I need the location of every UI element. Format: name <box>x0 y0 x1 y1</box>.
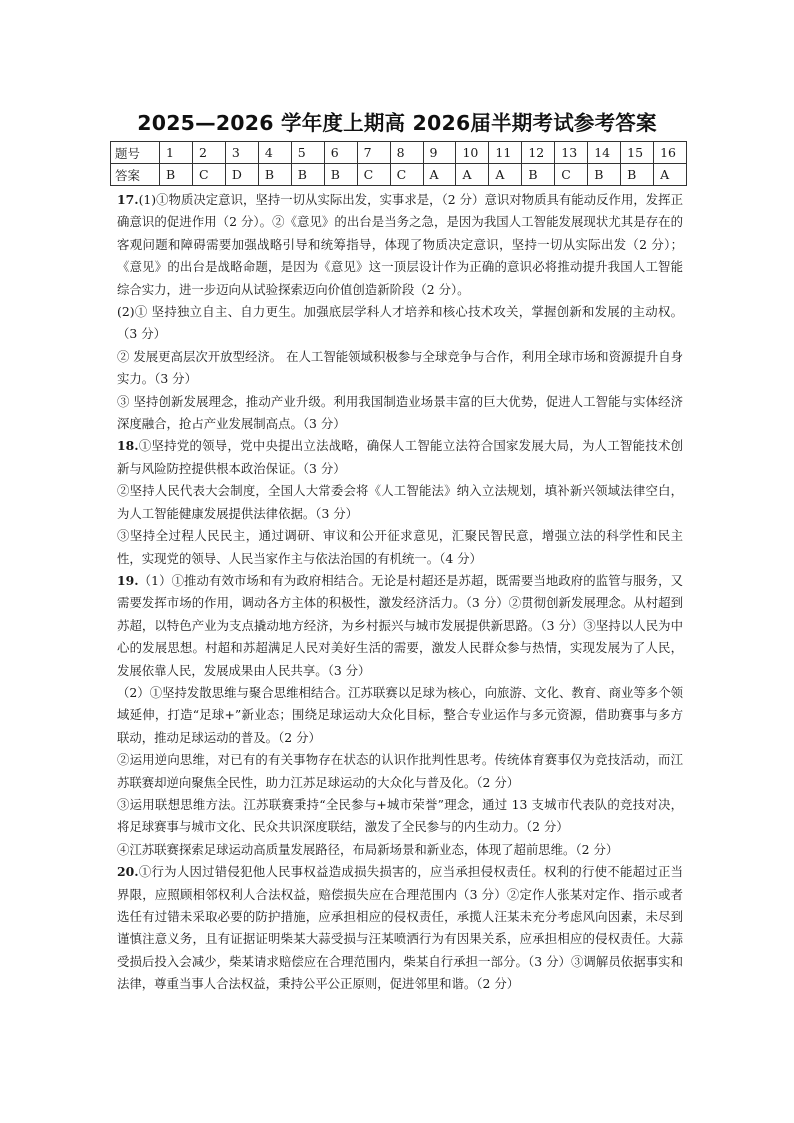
answer-paragraph-q19-2b <box>117 749 683 794</box>
table-cell: 5 <box>291 142 324 164</box>
answer-text: ③ 坚持创新发展理念，推动产业升级。利用我国制造业场景丰富的巨大优势，促进人工智能与实体经济深度融合，抢占产业发展制高点。（3 分） <box>117 393 683 432</box>
page-title: 2025—2026 学年度上期高 2026届半期考试参考答案 <box>137 111 657 135</box>
table-cell: 16 <box>654 142 687 164</box>
table-cell: B <box>258 164 291 186</box>
answer-paragraph-q20 <box>117 861 683 995</box>
answer-text: （1）①推动有效市场和有为政府相结合。无论是村超还是苏超，既需要当地政府的监管与服务，又需要发挥市场的作用，调动各方主体的积极性，激发经济活力。（3 分）②贯彻创新发展理念。从村超到苏超，以特色产业为支点撬动地方经济，为乡村振兴与城市发展提供新思路。（3 分）③坚持以人民为中心的发展思想。村超和苏超满足人民对美好生活的需要，激发人民群众参与热情，实现发展为了人民，发展依靠人民，发展成果由人民共享。（3 分） <box>117 572 683 678</box>
answer-paragraph-q19-1 <box>117 570 683 682</box>
answer-text: ②运用逆向思维，对已有的有关事物存在状态的认识作批判性思考。传统体育赛事仅为竞技活动，而江苏联赛却逆向聚焦全民性，助力江苏足球运动的大众化与普及化。（2 分） <box>117 752 683 790</box>
answer-text: (2)① 坚持独立自主、自力更生。加强底层学科人才培养和核心技术攻关，掌握创新和发展的主动权。（3 分） <box>117 304 683 342</box>
answer-paragraph-q19-2d <box>117 839 683 861</box>
answer-text: ③坚持全过程人民民主，通过调研、审议和公开征求意见，汇聚民智民意，增强立法的科学性和民主性，实现党的领导、人民当家作主与依法治国的有机统一。（4 分） <box>117 528 683 566</box>
table-cell: 12 <box>522 142 555 164</box>
answer-paragraph-q17-2c <box>117 391 683 436</box>
table-cell: 4 <box>258 142 291 164</box>
table-cell: A <box>654 164 687 186</box>
table-cell: 15 <box>621 142 654 164</box>
answer-paragraph-q17-1 <box>117 189 683 301</box>
table-cell: B <box>291 164 324 186</box>
answer-text: ③运用联想思维方法。江苏联赛秉持“全民参与+城市荣誉”理念，通过 13 支城市代表队的竞技对决，将足球赛事与城市文化、民众共识深度联结，激发了全民参与的内生动力。（2 分） <box>117 796 683 835</box>
question-number: 18. <box>117 438 139 454</box>
question-number: 17. <box>117 192 139 207</box>
answer-paragraph-q17-2a <box>117 301 683 346</box>
answer-paragraph-q17-2b <box>117 346 683 391</box>
question-number: 20. <box>117 864 139 880</box>
answer-text: ①坚持党的领导，党中央提出立法战略，确保人工智能立法符合国家发展大局，为人工智能技术创新与风险防控提供根本政治保证。（3 分） <box>117 438 683 476</box>
table-cell: 7 <box>357 142 390 164</box>
table-cell: A <box>423 164 456 186</box>
table-cell: C <box>192 164 225 186</box>
answer-text: （2）①坚持发散思维与聚合思维相结合。江苏联赛以足球为核心，向旅游、文化、教育、商业等多个领域延伸，打造“足球+”新业态；围绕足球运动大众化目标，整合专业运作与多元资源，借助赛事与多方联动，推动足球运动的普及。（2 分） <box>117 684 683 745</box>
answer-body <box>117 189 683 996</box>
table-cell: A <box>456 164 489 186</box>
answer-text: ② 发展更高层次开放型经济。 在人工智能领域积极参与全球竞争与合作，利用全球市场和资源提升自身实力。（3 分） <box>117 348 683 387</box>
table-cell: A <box>489 164 522 186</box>
table-cell: 9 <box>423 142 456 164</box>
answer-table-row-numbers <box>111 142 687 164</box>
answer-text: ②坚持人民代表大会制度，全国人大常委会将《人工智能法》纳入立法规划，填补新兴领域法律空白，为人工智能健康发展提供法律依据。（3 分） <box>117 483 683 521</box>
table-cell: 11 <box>489 142 522 164</box>
table-cell: 2 <box>192 142 225 164</box>
table-cell: B <box>621 164 654 186</box>
answer-paragraph-q18-b <box>117 480 683 525</box>
table-cell: B <box>160 164 193 186</box>
table-cell: C <box>555 164 588 186</box>
table-cell: B <box>588 164 621 186</box>
answer-table-row-answers <box>111 164 687 186</box>
table-cell: 3 <box>225 142 258 164</box>
table-cell: B <box>522 164 555 186</box>
table-cell: 1 <box>160 142 193 164</box>
table-cell: 13 <box>555 142 588 164</box>
table-cell: B <box>324 164 357 186</box>
row-label-question-number: 题号 <box>111 142 160 164</box>
answer-text: ①行为人因过错侵犯他人民事权益造成损失损害的，应当承担侵权责任。权利的行使不能超过正当界限，应照顾相邻权利人合法权益，赔偿损失应在合理范围内（3 分）②定作人张某对定作、指示或者选任有过错未采取必要的防护措施，应承担相应的侵权责任，承揽人汪某未充分考虑风向因素，未尽到谨慎注意义务，且有证据证明柴某大蒜受损与汪某喷洒行为有因果关系，应承担相应的侵权责任。大蒜受损后投入会减少，柴某请求赔偿应在合理范围内，柴某自行承担一部分。（3 分）③调解员依据事实和法律，尊重当事人合法权益，秉持公平公正原则，促进邻里和谐。（2 分） <box>117 864 683 992</box>
answer-paragraph-q19-2c <box>117 794 683 839</box>
table-cell: C <box>357 164 390 186</box>
table-cell: D <box>225 164 258 186</box>
table-cell: C <box>390 164 423 186</box>
answer-text: ④江苏联赛探索足球运动高质量发展路径，布局新场景和新业态，体现了超前思维。（2 分） <box>117 841 619 857</box>
answer-text: (1)①物质决定意识，坚持一切从实际出发，实事求是，（2 分）意识对物质具有能动反作用，发挥正确意识的促进作用（2 分）。②《意见》的出台是当务之急，是因为我国人工智能发展现状尤其是存在的客观问题和障碍需要加强战略引导和统筹指导，体现了物质决定意识，坚持一切从实际出发（2 分）；《意见》的出台是战略命题，是因为《意见》这一顶层设计作为正确的意识必将推动提升我国人工智能综合实力，进一步迈向从试验探索迈向价值创造新阶段（2 分）。 <box>117 192 683 297</box>
answer-table <box>110 141 687 186</box>
table-cell: 8 <box>390 142 423 164</box>
question-number: 19. <box>117 572 139 588</box>
table-cell: 14 <box>588 142 621 164</box>
answer-paragraph-q18-a <box>117 435 683 480</box>
answer-paragraph-q18-c <box>117 525 683 570</box>
table-cell: 10 <box>456 142 489 164</box>
answer-paragraph-q19-2a <box>117 682 683 749</box>
table-cell: 6 <box>324 142 357 164</box>
row-label-answer: 答案 <box>111 164 160 186</box>
